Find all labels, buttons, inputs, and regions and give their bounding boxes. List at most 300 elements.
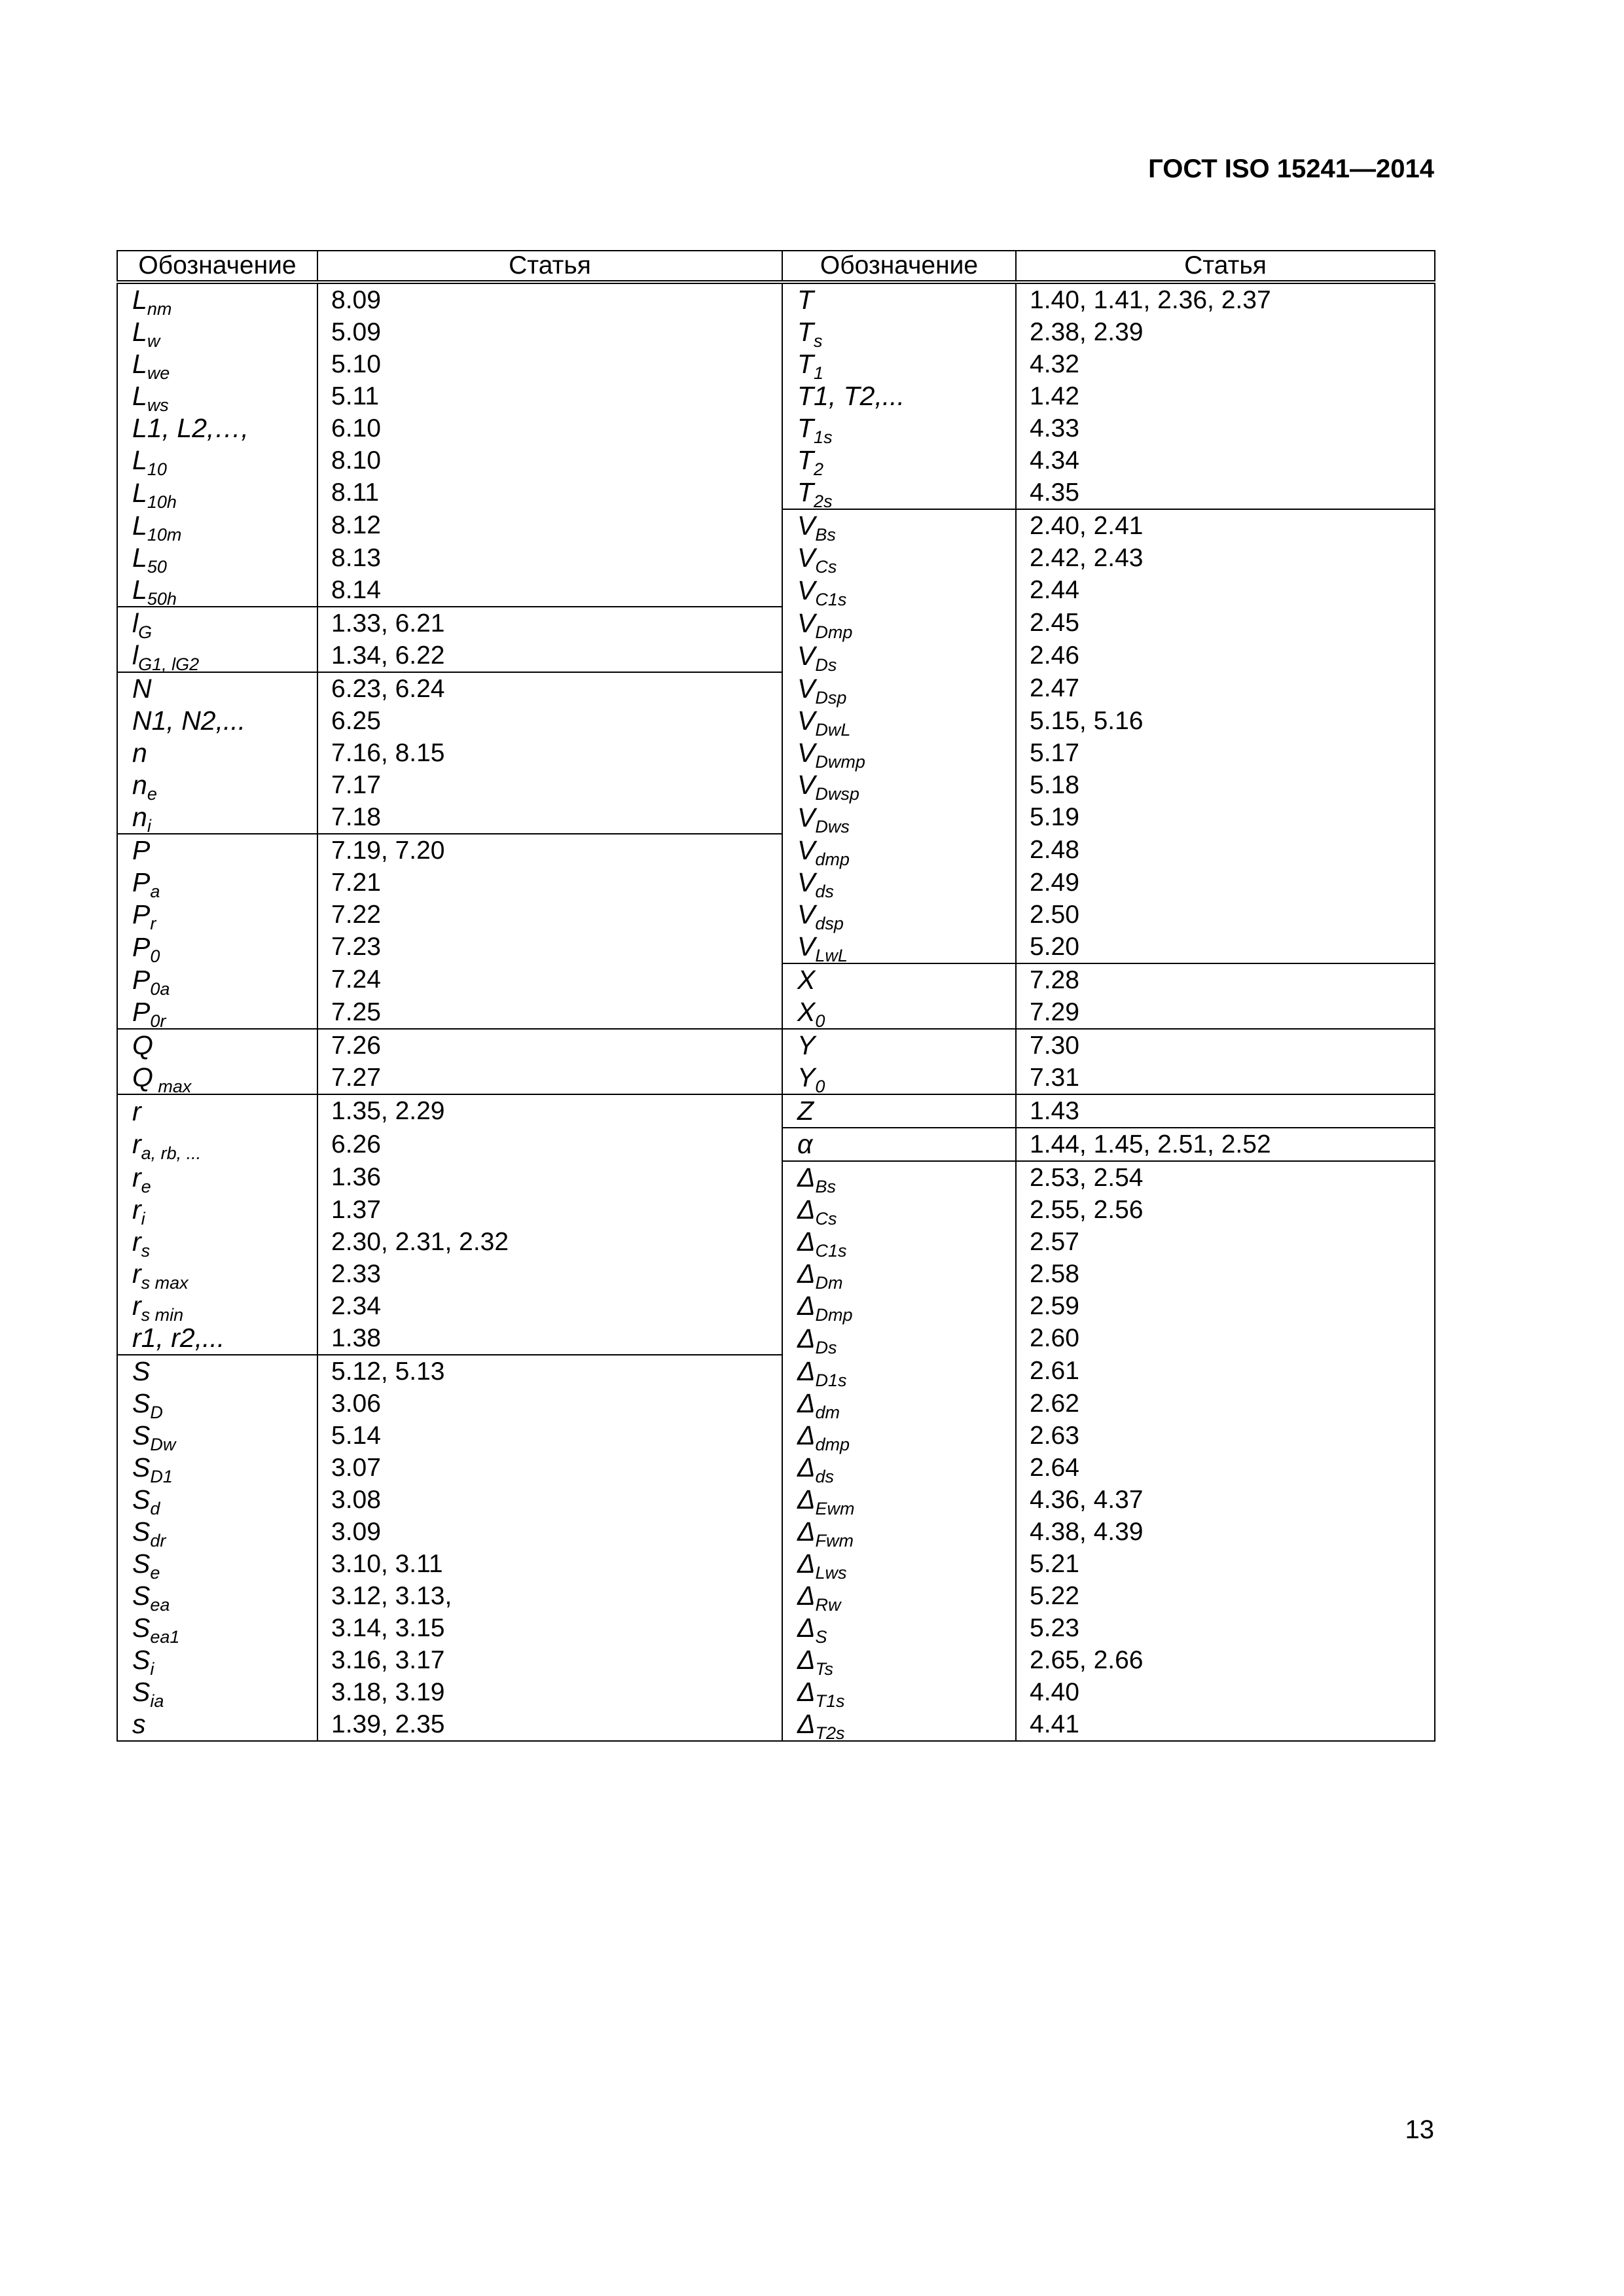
symbol-cell-right-subscript: LwL bbox=[815, 946, 848, 965]
article-cell-right bbox=[1016, 1484, 1435, 1516]
article-cell-left bbox=[317, 1452, 782, 1484]
table-row bbox=[117, 574, 1435, 607]
table-row bbox=[117, 1094, 1435, 1128]
article-cell-right-main: 5.19 bbox=[1030, 803, 1079, 831]
symbol-cell-right-subscript: 1s bbox=[814, 427, 833, 447]
symbol-cell-right-main: Δ bbox=[797, 1162, 816, 1193]
article-cell-left bbox=[317, 1548, 782, 1580]
symbol-cell-right bbox=[782, 444, 1016, 479]
article-cell-left-main: 1.36 bbox=[331, 1163, 381, 1191]
symbol-cell-right-subscript: Lws bbox=[815, 1563, 847, 1583]
symbol-cell-left-subscript: a, rb, ... bbox=[141, 1143, 202, 1163]
symbol-cell-left-subscript: G1, lG2 bbox=[138, 655, 200, 674]
article-cell-left-main: 8.14 bbox=[331, 575, 381, 604]
symbol-cell-left bbox=[117, 867, 317, 899]
symbol-cell-right bbox=[782, 574, 1016, 607]
symbol-cell-left bbox=[117, 1388, 317, 1420]
article-cell-right bbox=[1016, 1388, 1435, 1420]
symbol-cell-left-subscript: e bbox=[147, 784, 157, 804]
article-cell-right-main: 1.40, 1.41, 2.36, 2.37 bbox=[1030, 285, 1271, 314]
symbol-cell-left-subscript: dr bbox=[150, 1531, 166, 1551]
symbol-cell-right-subscript: Ds bbox=[815, 655, 837, 675]
symbol-cell-left-subscript: s min bbox=[141, 1305, 184, 1325]
article-cell-left-main: 5.10 bbox=[331, 350, 381, 378]
symbol-cell-left-main: S bbox=[132, 1484, 151, 1515]
symbol-cell-right-subscript: Cs bbox=[815, 557, 837, 577]
symbol-cell-left bbox=[117, 476, 317, 512]
symbol-cell-right-subscript: ds bbox=[815, 882, 834, 901]
symbol-cell-left bbox=[117, 672, 317, 705]
table-row bbox=[117, 316, 1435, 348]
table-row bbox=[117, 476, 1435, 509]
column-header-symbol-right: Обозначение bbox=[782, 251, 1016, 282]
symbol-cell-right-main: T bbox=[797, 285, 814, 315]
table-row bbox=[117, 834, 1435, 867]
article-cell-left bbox=[317, 1580, 782, 1612]
article-cell-left-main: 3.06 bbox=[331, 1389, 381, 1418]
symbol-cell-left bbox=[117, 769, 317, 804]
article-cell-left bbox=[317, 444, 782, 476]
symbol-cell-left-main: S bbox=[132, 1581, 151, 1611]
article-cell-left-main: 6.10 bbox=[331, 414, 381, 442]
article-cell-right-main: 4.36, 4.37 bbox=[1030, 1485, 1144, 1514]
symbol-cell-right-main: V bbox=[797, 511, 816, 541]
symbol-cell-right-main: T bbox=[797, 477, 814, 507]
article-cell-right-main: 2.40, 2.41 bbox=[1030, 511, 1144, 540]
table-row bbox=[117, 996, 1435, 1029]
symbol-cell-left-subscript: s bbox=[141, 1241, 151, 1261]
article-cell-left bbox=[317, 705, 782, 737]
article-cell-right-main: 4.38, 4.39 bbox=[1030, 1517, 1144, 1546]
symbol-cell-right bbox=[782, 1194, 1016, 1229]
symbol-cell-right-main: X bbox=[797, 997, 816, 1027]
symbol-cell-right bbox=[782, 1644, 1016, 1679]
article-cell-left-main: 7.27 bbox=[331, 1063, 381, 1092]
article-cell-right bbox=[1016, 1355, 1435, 1388]
article-cell-left-main: 5.11 bbox=[331, 382, 380, 410]
article-cell-left bbox=[317, 769, 782, 801]
symbol-cell-left-subscript: a bbox=[150, 882, 160, 901]
symbol-cell-left-main: S bbox=[132, 1645, 151, 1675]
symbol-cell-right-subscript: Ts bbox=[815, 1659, 834, 1679]
symbol-cell-left-main: L bbox=[132, 510, 147, 541]
symbol-cell-right bbox=[782, 380, 1016, 412]
article-cell-left-main: 8.12 bbox=[331, 511, 381, 539]
symbol-cell-right-subscript: Dwmp bbox=[815, 752, 865, 772]
article-cell-right-main: 5.23 bbox=[1030, 1613, 1079, 1642]
article-cell-left-main: 3.08 bbox=[331, 1485, 381, 1514]
table-row bbox=[117, 412, 1435, 444]
symbol-cell-left bbox=[117, 542, 317, 577]
table-row bbox=[117, 444, 1435, 476]
article-cell-left bbox=[317, 1420, 782, 1452]
symbol-cell-left-main: L1, L2,…, bbox=[132, 413, 249, 443]
symbol-cell-right-main: Δ bbox=[797, 1709, 816, 1739]
article-cell-left bbox=[317, 737, 782, 769]
symbol-cell-right-main: Δ bbox=[797, 1452, 816, 1482]
symbol-cell-right-main: Δ bbox=[797, 1291, 816, 1321]
article-cell-left bbox=[317, 996, 782, 1029]
symbol-cell-right bbox=[782, 1029, 1016, 1062]
table-row bbox=[117, 899, 1435, 931]
article-cell-left bbox=[317, 1290, 782, 1322]
article-cell-right-main: 2.50 bbox=[1030, 900, 1079, 929]
symbol-cell-left bbox=[117, 834, 317, 867]
article-cell-left-main: 5.12, 5.13 bbox=[331, 1357, 445, 1386]
article-cell-left-main: 3.09 bbox=[331, 1517, 381, 1546]
symbol-cell-left-main: S bbox=[132, 1388, 151, 1418]
symbol-cell-right-subscript: Bs bbox=[815, 1177, 837, 1196]
symbol-cell-right-main: Y bbox=[797, 1062, 816, 1092]
article-cell-left bbox=[317, 412, 782, 444]
symbol-cell-right-subscript: Fwm bbox=[815, 1531, 854, 1551]
article-cell-left-main: 7.22 bbox=[331, 900, 381, 929]
symbol-cell-left-subscript: Dw bbox=[150, 1435, 176, 1454]
article-cell-right bbox=[1016, 834, 1435, 867]
article-cell-right-main: 2.55, 2.56 bbox=[1030, 1195, 1144, 1224]
symbol-cell-left-main: S bbox=[132, 1516, 151, 1547]
article-cell-left-main: 1.37 bbox=[331, 1195, 381, 1224]
symbol-cell-right bbox=[782, 1580, 1016, 1615]
symbol-cell-left-main: L bbox=[132, 317, 147, 347]
article-cell-right-main: 2.45 bbox=[1030, 609, 1079, 637]
article-cell-left bbox=[317, 1128, 782, 1161]
table-row bbox=[117, 672, 1435, 705]
article-cell-right-main: 2.38, 2.39 bbox=[1030, 317, 1144, 346]
article-cell-left-main: 7.16, 8.15 bbox=[331, 738, 445, 767]
table-row bbox=[117, 963, 1435, 996]
symbol-cell-right bbox=[782, 1676, 1016, 1711]
symbol-cell-right bbox=[782, 476, 1016, 509]
symbol-cell-left bbox=[117, 1612, 317, 1647]
article-cell-left-main: 3.07 bbox=[331, 1453, 381, 1482]
article-cell-left-main: 8.10 bbox=[331, 446, 381, 475]
article-cell-right bbox=[1016, 476, 1435, 509]
symbol-cell-right bbox=[782, 1548, 1016, 1583]
symbol-cell-right-main: Z bbox=[797, 1096, 814, 1126]
symbol-cell-right bbox=[782, 282, 1016, 316]
article-cell-right bbox=[1016, 1161, 1435, 1194]
article-cell-right bbox=[1016, 899, 1435, 931]
symbol-cell-right bbox=[782, 834, 1016, 867]
symbol-cell-left-subscript: 50h bbox=[147, 589, 177, 609]
article-cell-right bbox=[1016, 1290, 1435, 1322]
symbol-cell-right-subscript: Cs bbox=[815, 1209, 837, 1229]
symbol-cell-right-main: Δ bbox=[797, 1677, 816, 1707]
article-cell-right-main: 2.61 bbox=[1030, 1357, 1079, 1385]
symbol-cell-left bbox=[117, 412, 317, 444]
article-cell-left-main: 7.26 bbox=[331, 1031, 381, 1060]
symbol-cell-left bbox=[117, 282, 317, 319]
article-cell-right-main: 7.28 bbox=[1030, 965, 1079, 994]
article-cell-right bbox=[1016, 1094, 1435, 1128]
symbol-cell-left bbox=[117, 348, 317, 383]
article-cell-right-main: 2.59 bbox=[1030, 1291, 1079, 1320]
article-cell-left bbox=[317, 899, 782, 931]
article-cell-left-main: 8.13 bbox=[331, 543, 381, 572]
symbol-cell-left bbox=[117, 639, 317, 672]
article-cell-right-main: 5.18 bbox=[1030, 770, 1079, 799]
table-row bbox=[117, 1322, 1435, 1355]
symbol-cell-right-main: V bbox=[797, 543, 816, 573]
symbol-cell-right-main: V bbox=[797, 802, 816, 833]
symbol-cell-left-main: P bbox=[132, 964, 151, 995]
symbol-cell-right-main: V bbox=[797, 738, 816, 768]
symbol-cell-left-main: r bbox=[132, 1129, 141, 1159]
article-cell-left bbox=[317, 1388, 782, 1420]
table-row bbox=[117, 639, 1435, 672]
article-cell-right-main: 5.15, 5.16 bbox=[1030, 706, 1144, 735]
article-cell-left-main: 5.14 bbox=[331, 1421, 381, 1450]
article-cell-left-main: 6.23, 6.24 bbox=[331, 674, 445, 703]
article-cell-right bbox=[1016, 1516, 1435, 1548]
article-cell-right bbox=[1016, 1708, 1435, 1741]
symbol-cell-right-main: α bbox=[797, 1129, 813, 1159]
symbol-cell-left-subscript: 0r bbox=[150, 1011, 166, 1031]
symbol-cell-left-main: r bbox=[132, 1227, 141, 1257]
symbol-cell-right-subscript: Ewm bbox=[815, 1499, 855, 1518]
table-row bbox=[117, 1612, 1435, 1644]
article-cell-right-main: 7.31 bbox=[1030, 1063, 1079, 1092]
symbol-cell-left bbox=[117, 1258, 317, 1293]
symbol-cell-right-main: Δ bbox=[797, 1484, 816, 1515]
symbol-cell-right bbox=[782, 769, 1016, 804]
article-cell-right bbox=[1016, 1612, 1435, 1644]
column-header-article-right: Статья bbox=[1016, 251, 1435, 282]
article-cell-right bbox=[1016, 931, 1435, 963]
article-cell-left bbox=[317, 963, 782, 996]
article-cell-left bbox=[317, 801, 782, 834]
symbol-cell-right-main: V bbox=[797, 575, 816, 605]
symbol-cell-left-main: l bbox=[132, 640, 139, 670]
symbol-cell-left bbox=[117, 1194, 317, 1229]
table-row bbox=[117, 1355, 1435, 1388]
article-cell-right-main: 4.35 bbox=[1030, 478, 1079, 507]
symbol-cell-right-main: T1, T2,... bbox=[797, 381, 905, 411]
article-cell-left-main: 3.14, 3.15 bbox=[331, 1613, 445, 1642]
article-cell-right bbox=[1016, 444, 1435, 476]
symbol-cell-right-subscript: T1s bbox=[815, 1691, 845, 1711]
symbol-cell-left bbox=[117, 1290, 317, 1325]
article-cell-right-main: 2.42, 2.43 bbox=[1030, 543, 1144, 572]
symbol-cell-left-subscript: 10h bbox=[147, 492, 177, 512]
table-row bbox=[117, 542, 1435, 574]
symbol-cell-left-main: L bbox=[132, 543, 147, 573]
article-cell-left bbox=[317, 1676, 782, 1708]
symbol-cell-right bbox=[782, 639, 1016, 675]
symbol-cell-right-main: T bbox=[797, 349, 814, 379]
symbol-cell-left-main: S bbox=[132, 1613, 151, 1643]
table-row bbox=[117, 282, 1435, 316]
article-cell-left bbox=[317, 639, 782, 672]
article-cell-right-main: 2.64 bbox=[1030, 1453, 1079, 1482]
symbol-cell-left-main: N1, N2,... bbox=[132, 706, 246, 736]
article-cell-left bbox=[317, 476, 782, 509]
symbol-cell-left bbox=[117, 1548, 317, 1583]
article-cell-right bbox=[1016, 1580, 1435, 1612]
article-cell-right bbox=[1016, 542, 1435, 574]
symbol-cell-left bbox=[117, 444, 317, 479]
table-row bbox=[117, 1194, 1435, 1226]
symbol-cell-left-main: L bbox=[132, 285, 147, 315]
symbol-cell-right-main: Δ bbox=[797, 1645, 816, 1675]
symbol-cell-right-main: V bbox=[797, 673, 816, 704]
symbol-cell-right-subscript: D1s bbox=[815, 1370, 847, 1390]
symbol-cell-right-main: V bbox=[797, 640, 816, 671]
table-row bbox=[117, 1484, 1435, 1516]
symbol-cell-right-main: Δ bbox=[797, 1227, 816, 1257]
symbol-cell-right-subscript: Dws bbox=[815, 816, 850, 836]
article-cell-left bbox=[317, 380, 782, 412]
symbol-cell-left-main: S bbox=[132, 1420, 151, 1450]
symbol-cell-left bbox=[117, 996, 317, 1029]
symbol-cell-left-main: l bbox=[132, 608, 139, 638]
symbol-cell-left-main: L bbox=[132, 349, 147, 379]
symbol-cell-left-main: S bbox=[132, 1356, 151, 1386]
page-number: 13 bbox=[1405, 2115, 1434, 2144]
symbol-cell-left-main: Q bbox=[132, 1030, 153, 1060]
article-cell-right bbox=[1016, 737, 1435, 769]
symbol-cell-right bbox=[782, 1128, 1016, 1161]
symbol-cell-left bbox=[117, 1708, 317, 1741]
symbol-cell-left-main: r bbox=[132, 1291, 141, 1321]
symbol-cell-right-subscript: 2 bbox=[814, 459, 824, 479]
symbol-cell-left-subscript: 50 bbox=[147, 557, 167, 577]
symbol-cell-left-subscript: e bbox=[141, 1176, 151, 1196]
symbol-cell-right bbox=[782, 607, 1016, 642]
article-cell-right bbox=[1016, 1029, 1435, 1062]
symbol-cell-left-subscript: D bbox=[150, 1403, 163, 1422]
symbol-cell-right-subscript: Dsp bbox=[815, 687, 847, 708]
article-cell-left bbox=[317, 1258, 782, 1290]
article-cell-left bbox=[317, 672, 782, 705]
symbol-cell-left bbox=[117, 1580, 317, 1615]
article-cell-right bbox=[1016, 769, 1435, 801]
symbol-cell-right-subscript: dmp bbox=[815, 849, 850, 869]
symbol-cell-right-main: V bbox=[797, 931, 816, 961]
table-body bbox=[117, 282, 1435, 1741]
table-row bbox=[117, 380, 1435, 412]
article-cell-right-main: 5.17 bbox=[1030, 738, 1079, 767]
symbol-cell-right-main: Δ bbox=[797, 1549, 816, 1579]
article-cell-left bbox=[317, 542, 782, 574]
symbol-cell-right bbox=[782, 801, 1016, 834]
document-header: ГОСТ ISO 15241—2014 bbox=[1148, 154, 1434, 183]
table-row bbox=[117, 801, 1435, 834]
symbol-cell-left-subscript: 0a bbox=[150, 978, 170, 999]
symbol-cell-right-subscript: Dwsp bbox=[815, 784, 859, 804]
symbol-cell-right-subscript: dsp bbox=[815, 914, 844, 933]
article-cell-right-main: 2.47 bbox=[1030, 674, 1079, 702]
article-cell-right bbox=[1016, 1676, 1435, 1708]
symbol-cell-right-subscript: ds bbox=[815, 1467, 835, 1486]
article-cell-right-main: 5.22 bbox=[1030, 1581, 1079, 1610]
table-row bbox=[117, 1548, 1435, 1580]
symbol-cell-left-main: S bbox=[132, 1677, 151, 1707]
symbol-cell-left bbox=[117, 963, 317, 999]
article-cell-right bbox=[1016, 1194, 1435, 1226]
symbol-cell-left bbox=[117, 1226, 317, 1261]
symbol-cell-left-subscript: i bbox=[147, 816, 151, 836]
article-cell-right bbox=[1016, 380, 1435, 412]
table-row bbox=[117, 769, 1435, 801]
symbol-cell-right bbox=[782, 963, 1016, 996]
symbol-cell-left-subscript: e bbox=[150, 1563, 160, 1583]
symbol-cell-right-subscript: DwL bbox=[815, 720, 851, 740]
symbol-cell-right-subscript: 1 bbox=[814, 363, 824, 383]
symbol-cell-left-subscript: max bbox=[153, 1077, 192, 1096]
symbol-cell-right-main: Δ bbox=[797, 1259, 816, 1289]
symbol-cell-left-main: N bbox=[132, 673, 152, 704]
symbol-cell-right-subscript: S bbox=[815, 1627, 827, 1647]
article-cell-left bbox=[317, 1484, 782, 1516]
article-cell-left-main: 7.19, 7.20 bbox=[331, 836, 445, 865]
article-cell-right-main: 2.48 bbox=[1030, 836, 1079, 864]
article-cell-left bbox=[317, 931, 782, 963]
symbol-cell-right-main: Δ bbox=[797, 1194, 816, 1225]
article-cell-right bbox=[1016, 607, 1435, 639]
symbol-cell-left-subscript: G bbox=[138, 622, 153, 642]
symbol-cell-right bbox=[782, 1388, 1016, 1420]
table-row bbox=[117, 1226, 1435, 1258]
article-cell-left bbox=[317, 1094, 782, 1128]
symbol-cell-right bbox=[782, 316, 1016, 351]
symbol-cell-right bbox=[782, 705, 1016, 740]
symbol-cell-right-subscript: C1s bbox=[815, 1241, 847, 1261]
article-cell-left bbox=[317, 1062, 782, 1094]
article-cell-right bbox=[1016, 1128, 1435, 1161]
symbol-cell-left bbox=[117, 1420, 317, 1452]
article-cell-right bbox=[1016, 639, 1435, 672]
article-cell-left bbox=[317, 834, 782, 867]
article-cell-right-main: 4.34 bbox=[1030, 446, 1079, 475]
symbol-cell-right bbox=[782, 1094, 1016, 1128]
article-cell-right-main: 2.57 bbox=[1030, 1227, 1079, 1256]
symbol-cell-left bbox=[117, 1029, 317, 1062]
symbol-cell-left bbox=[117, 1355, 317, 1388]
article-cell-right-main: 5.20 bbox=[1030, 932, 1079, 961]
symbol-cell-left bbox=[117, 1322, 317, 1355]
article-cell-right-main: 2.58 bbox=[1030, 1259, 1079, 1288]
index-table bbox=[117, 250, 1435, 1742]
column-header-article-left: Статья bbox=[317, 251, 782, 282]
symbol-cell-right-subscript: Dmp bbox=[815, 622, 853, 642]
article-cell-left-main: 2.33 bbox=[331, 1259, 381, 1288]
article-cell-left-main: 1.39, 2.35 bbox=[331, 1710, 445, 1738]
table-row bbox=[117, 1388, 1435, 1420]
article-cell-left-main: 1.33, 6.21 bbox=[331, 609, 445, 637]
symbol-cell-right-subscript: Dm bbox=[815, 1273, 843, 1293]
symbol-cell-right-main: V bbox=[797, 899, 816, 929]
article-cell-right bbox=[1016, 509, 1435, 542]
symbol-cell-right-subscript: dmp bbox=[815, 1435, 850, 1454]
article-cell-right-main: 4.32 bbox=[1030, 350, 1079, 378]
table-row bbox=[117, 705, 1435, 737]
symbol-cell-right bbox=[782, 1355, 1016, 1388]
symbol-cell-right-main: Y bbox=[797, 1030, 816, 1060]
article-cell-left-main: 7.21 bbox=[331, 868, 381, 897]
symbol-cell-right bbox=[782, 867, 1016, 899]
article-cell-left-main: 5.09 bbox=[331, 317, 381, 346]
symbol-cell-left bbox=[117, 1484, 317, 1516]
article-cell-right bbox=[1016, 574, 1435, 607]
article-cell-right bbox=[1016, 705, 1435, 737]
symbol-cell-left bbox=[117, 931, 317, 966]
article-cell-left-main: 3.16, 3.17 bbox=[331, 1645, 445, 1674]
symbol-cell-left-subscript: we bbox=[147, 363, 170, 383]
table-row bbox=[117, 1258, 1435, 1290]
symbol-cell-left-subscript: 10 bbox=[147, 459, 167, 479]
